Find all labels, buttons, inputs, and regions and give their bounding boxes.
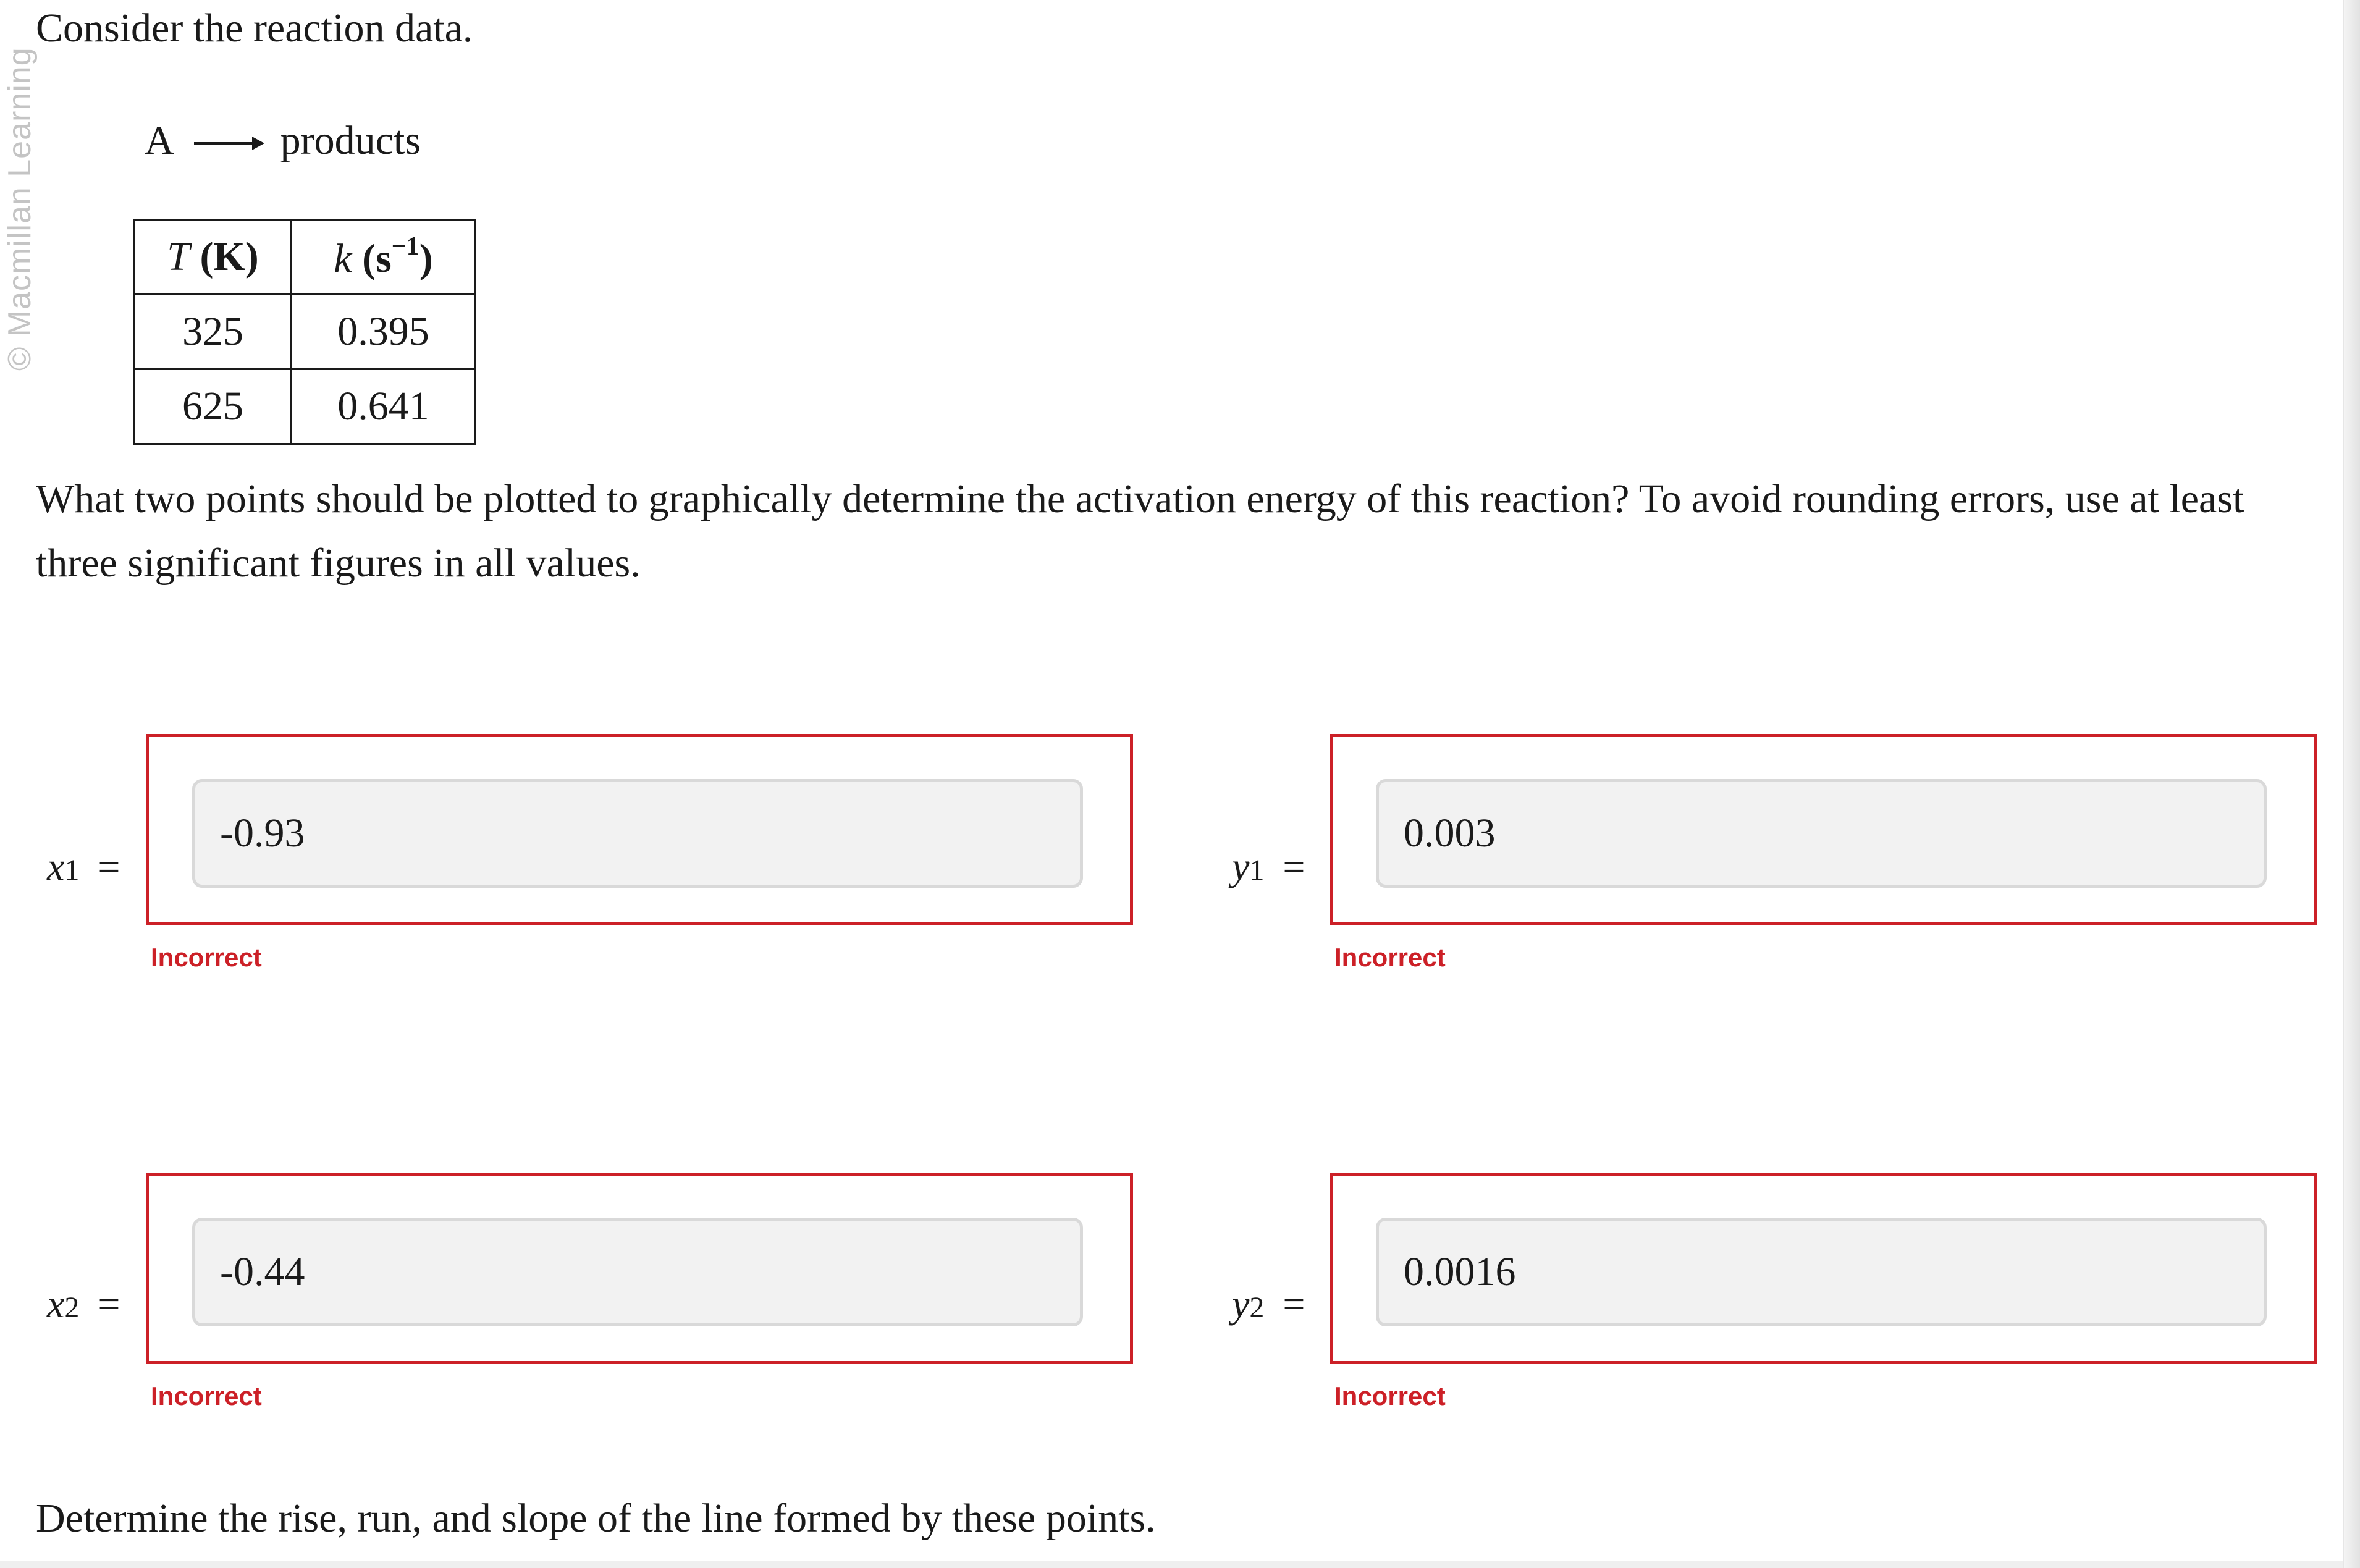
label-x2: x 2 = <box>47 1282 120 1326</box>
cell-rate-constant: 0.395 <box>292 295 476 369</box>
intro-text: Consider the reaction data. <box>36 6 473 51</box>
x2-input[interactable] <box>192 1218 1083 1326</box>
table-header-row <box>135 220 476 295</box>
table-row <box>135 369 476 444</box>
label-x1: x 1 = <box>47 845 120 888</box>
rate-data-table <box>133 219 476 445</box>
header-temperature: T (K) <box>135 220 292 295</box>
cell-temperature: 625 <box>135 369 292 444</box>
copyright-watermark <box>0 0 38 395</box>
label-y2: y 2 = <box>1232 1282 1305 1326</box>
reaction-equation <box>145 117 421 164</box>
product: products <box>280 118 421 163</box>
y2-input[interactable] <box>1376 1218 2267 1326</box>
cell-temperature: 325 <box>135 295 292 369</box>
header-rate-constant: k $(s^{-1})$ <box>292 220 476 295</box>
x1-input[interactable] <box>192 779 1083 888</box>
answer-box-x1 <box>146 734 1133 925</box>
table-row <box>135 295 476 369</box>
reaction-arrow-icon <box>194 142 262 145</box>
feedback-x2: Incorrect <box>151 1381 262 1410</box>
y1-input[interactable] <box>1376 779 2267 888</box>
followup-question: Determine the rise, run, and slope of the line formed by these points. <box>36 1496 1156 1541</box>
page-scroll-edge <box>2343 0 2360 1568</box>
feedback-x1: Incorrect <box>151 943 262 972</box>
question-text: What two points should be plotted to graphically determine the activation energy of this reaction? To avoid rounding errors, use at least three significant figures in all values. <box>36 476 2244 586</box>
feedback-y2: Incorrect <box>1334 1381 1446 1410</box>
answer-box-y1 <box>1330 734 2317 925</box>
watermark-text: © Macmillan Learning <box>2 47 38 371</box>
cell-rate-constant: 0.641 <box>292 369 476 444</box>
answer-box-y2 <box>1330 1173 2317 1364</box>
answer-box-x2 <box>146 1173 1133 1364</box>
page-bottom-edge <box>0 1561 2343 1568</box>
reactant: A <box>145 118 174 163</box>
feedback-y1: Incorrect <box>1334 943 1446 972</box>
label-y1: y 1 = <box>1232 845 1305 888</box>
